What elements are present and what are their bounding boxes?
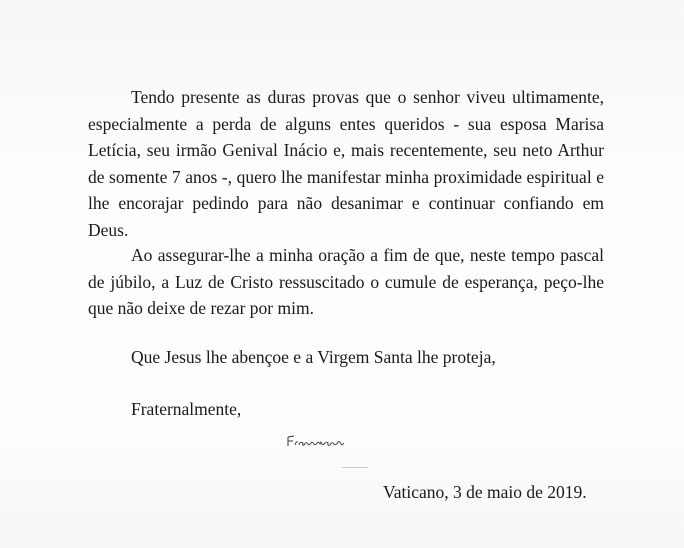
closing-line: Fraternalmente, — [131, 399, 242, 419]
handwritten-signature — [286, 432, 346, 450]
blessing-line: Que Jesus lhe abençoe e a Virgem Santa lhe proteja, — [131, 347, 496, 367]
place-date: Vaticano, 3 de maio de 2019. — [383, 482, 587, 502]
signature-underline — [342, 467, 368, 468]
letter-paragraph-2: Ao assegurar-lhe a minha oração a fim de que, neste tempo pascal de júbilo, a Luz de Cristo ressuscitado o cumule de esperança, peço-lhe que não deixe de rezar por mim. — [88, 245, 604, 318]
letter-paragraph-1: Tendo presente as duras provas que o senhor viveu ultimamente, especialmente a perda de alguns entes queridos - sua esposa Marisa Letícia, seu irmão Genival Inácio e, mais recentemente, seu neto Arthur de somente 7 anos -, quero lhe manifestar minha proximidade espiritual e lhe encorajar pedindo para não desanimar e continuar confiando em Deus. — [88, 87, 604, 240]
